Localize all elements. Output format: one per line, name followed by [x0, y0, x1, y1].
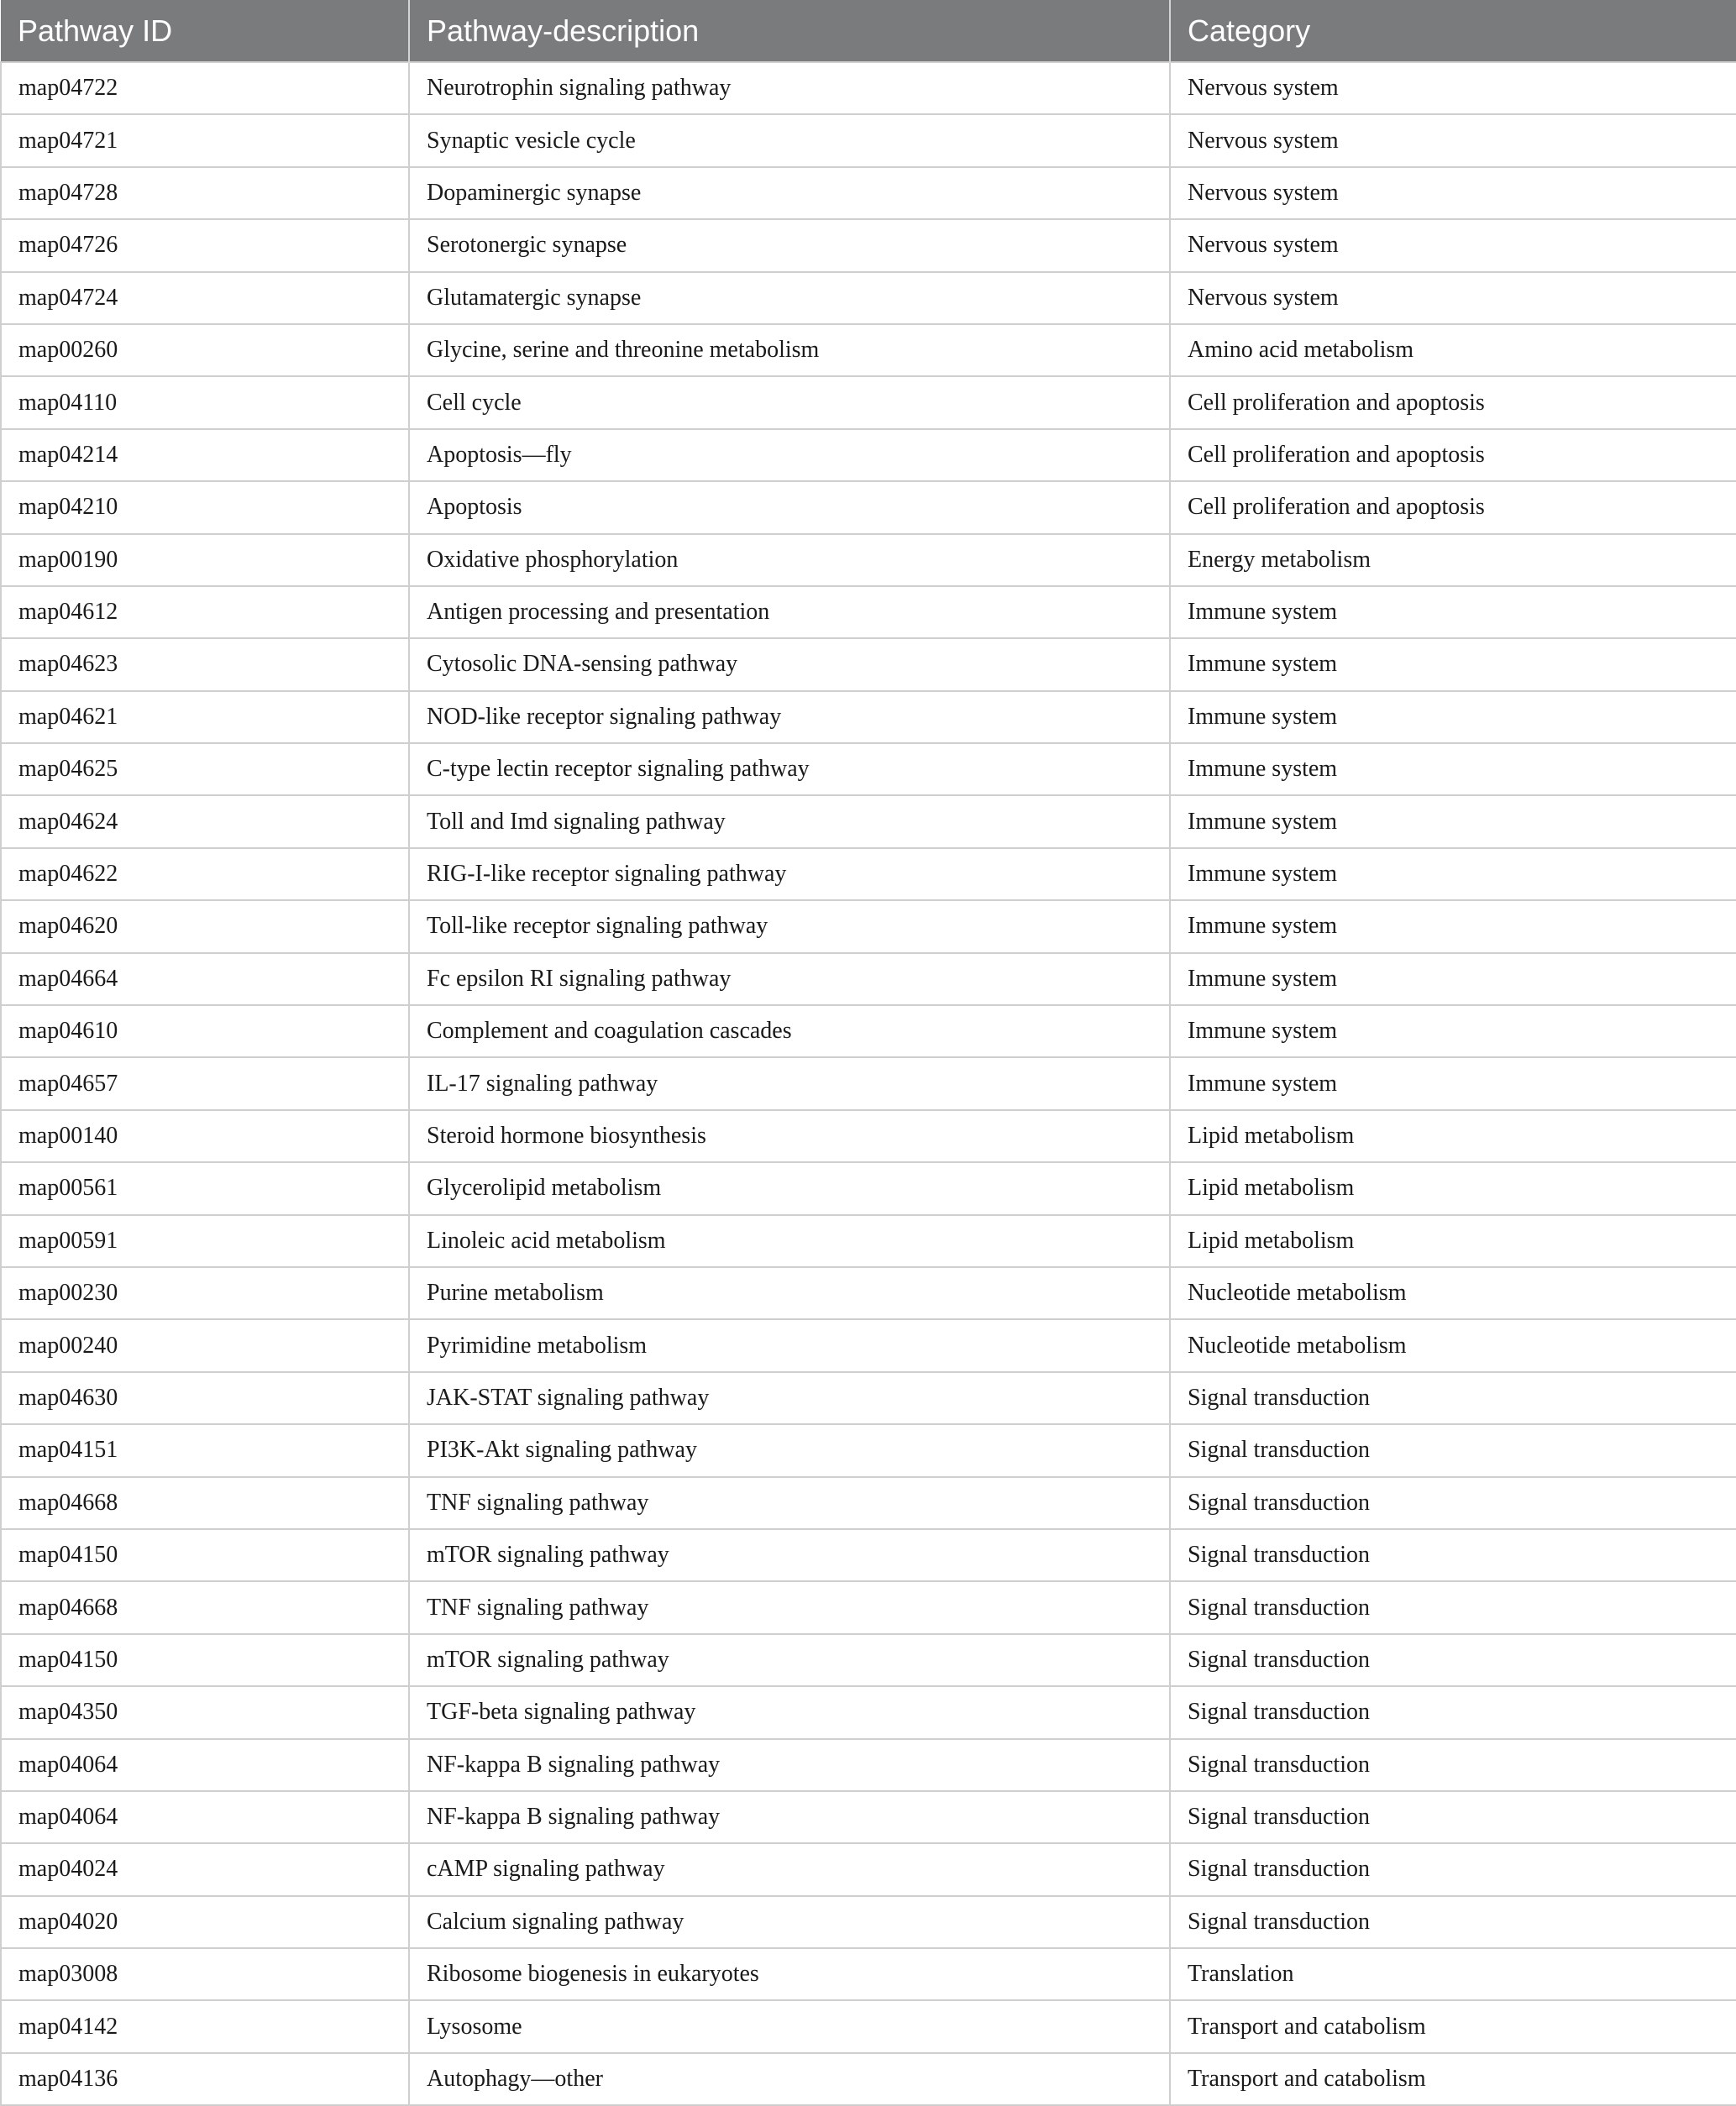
pathway-description-cell: Apoptosis: [409, 481, 1170, 533]
table-row: [1, 2053, 1736, 2105]
pathway-id-cell: map04020: [1, 1896, 409, 1948]
category-cell: Nervous system: [1170, 114, 1736, 166]
pathway-description-cell: Pyrimidine metabolism: [409, 1319, 1170, 1371]
pathway-id-cell: map04151: [1, 1424, 409, 1476]
table-row: [1, 1791, 1736, 1843]
pathway-id-cell: map04724: [1, 272, 409, 324]
table-row: [1, 1529, 1736, 1581]
pathway-description-cell: Lysosome: [409, 2000, 1170, 2052]
category-cell: Immune system: [1170, 848, 1736, 900]
table-row: [1, 1005, 1736, 1057]
table-row: [1, 429, 1736, 481]
table-row: [1, 1843, 1736, 1895]
pathway-description-cell: Purine metabolism: [409, 1267, 1170, 1319]
pathway-id-cell: map04625: [1, 743, 409, 795]
category-cell: Nervous system: [1170, 167, 1736, 219]
pathway-id-cell: map04622: [1, 848, 409, 900]
pathway-id-cell: map04064: [1, 1739, 409, 1791]
category-cell: Lipid metabolism: [1170, 1162, 1736, 1214]
pathway-description-cell: NOD-like receptor signaling pathway: [409, 691, 1170, 743]
pathway-id-cell: map04721: [1, 114, 409, 166]
pathway-description-cell: Calcium signaling pathway: [409, 1896, 1170, 1948]
table-row: [1, 534, 1736, 586]
table-row: [1, 1215, 1736, 1267]
pathway-id-cell: map00260: [1, 324, 409, 376]
category-cell: Signal transduction: [1170, 1424, 1736, 1476]
category-cell: Signal transduction: [1170, 1791, 1736, 1843]
pathway-description-cell: TNF signaling pathway: [409, 1581, 1170, 1633]
category-cell: Signal transduction: [1170, 1896, 1736, 1948]
table-row: [1, 900, 1736, 952]
pathway-description-cell: Dopaminergic synapse: [409, 167, 1170, 219]
pathway-description-cell: NF-kappa B signaling pathway: [409, 1739, 1170, 1791]
category-cell: Signal transduction: [1170, 1634, 1736, 1686]
pathway-id-cell: map04657: [1, 1057, 409, 1109]
pathway-id-cell: map04668: [1, 1581, 409, 1633]
category-cell: Immune system: [1170, 795, 1736, 847]
pathway-description-cell: Glycerolipid metabolism: [409, 1162, 1170, 1214]
pathway-description-cell: PI3K-Akt signaling pathway: [409, 1424, 1170, 1476]
table-row: [1, 795, 1736, 847]
table-row: [1, 1948, 1736, 2000]
category-cell: Immune system: [1170, 1005, 1736, 1057]
pathway-description-cell: Linoleic acid metabolism: [409, 1215, 1170, 1267]
table-row: [1, 62, 1736, 114]
table-row: [1, 586, 1736, 638]
pathway-id-cell: map04728: [1, 167, 409, 219]
table-row: [1, 1372, 1736, 1424]
pathway-description-cell: Oxidative phosphorylation: [409, 534, 1170, 586]
pathway-description-cell: mTOR signaling pathway: [409, 1634, 1170, 1686]
category-cell: Signal transduction: [1170, 1686, 1736, 1738]
column-header-pathway-description: Pathway-description: [409, 0, 1170, 62]
table-row: [1, 1581, 1736, 1633]
pathway-description-cell: Cell cycle: [409, 376, 1170, 428]
table-row: [1, 638, 1736, 690]
category-cell: Amino acid metabolism: [1170, 324, 1736, 376]
pathway-id-cell: map04350: [1, 1686, 409, 1738]
category-cell: Nervous system: [1170, 219, 1736, 271]
category-cell: Immune system: [1170, 1057, 1736, 1109]
pathway-id-cell: map04136: [1, 2053, 409, 2105]
pathway-description-cell: Glutamatergic synapse: [409, 272, 1170, 324]
table-row: [1, 219, 1736, 271]
pathway-id-cell: map04024: [1, 1843, 409, 1895]
table-row: [1, 481, 1736, 533]
table-row: [1, 1162, 1736, 1214]
category-cell: Immune system: [1170, 638, 1736, 690]
category-cell: Translation: [1170, 1948, 1736, 2000]
pathway-description-cell: Ribosome biogenesis in eukaryotes: [409, 1948, 1170, 2000]
pathway-description-cell: C-type lectin receptor signaling pathway: [409, 743, 1170, 795]
pathway-id-cell: map04064: [1, 1791, 409, 1843]
category-cell: Transport and catabolism: [1170, 2000, 1736, 2052]
category-cell: Lipid metabolism: [1170, 1110, 1736, 1162]
table-body: [1, 62, 1736, 2105]
category-cell: Signal transduction: [1170, 1843, 1736, 1895]
pathway-description-cell: RIG-I-like receptor signaling pathway: [409, 848, 1170, 900]
table-row: [1, 376, 1736, 428]
table-row: [1, 1634, 1736, 1686]
pathway-description-cell: Fc epsilon RI signaling pathway: [409, 953, 1170, 1005]
pathway-description-cell: Neurotrophin signaling pathway: [409, 62, 1170, 114]
category-cell: Lipid metabolism: [1170, 1215, 1736, 1267]
pathway-description-cell: TGF-beta signaling pathway: [409, 1686, 1170, 1738]
category-cell: Transport and catabolism: [1170, 2053, 1736, 2105]
column-header-pathway-id: Pathway ID: [1, 0, 409, 62]
category-cell: Nervous system: [1170, 272, 1736, 324]
table-row: [1, 1739, 1736, 1791]
table-row: [1, 743, 1736, 795]
table-row: [1, 1110, 1736, 1162]
category-cell: Signal transduction: [1170, 1372, 1736, 1424]
pathway-id-cell: map04142: [1, 2000, 409, 2052]
table-row: [1, 2000, 1736, 2052]
table-row: [1, 848, 1736, 900]
category-cell: Cell proliferation and apoptosis: [1170, 429, 1736, 481]
category-cell: Signal transduction: [1170, 1739, 1736, 1791]
category-cell: Energy metabolism: [1170, 534, 1736, 586]
pathway-description-cell: Serotonergic synapse: [409, 219, 1170, 271]
pathway-id-cell: map04620: [1, 900, 409, 952]
pathway-id-cell: map04210: [1, 481, 409, 533]
pathway-description-cell: Steroid hormone biosynthesis: [409, 1110, 1170, 1162]
pathway-id-cell: map00190: [1, 534, 409, 586]
category-cell: Signal transduction: [1170, 1581, 1736, 1633]
table-row: [1, 1477, 1736, 1529]
table-header: [1, 0, 1736, 62]
table-row: [1, 167, 1736, 219]
category-cell: Immune system: [1170, 691, 1736, 743]
pathway-id-cell: map04150: [1, 1634, 409, 1686]
category-cell: Nucleotide metabolism: [1170, 1267, 1736, 1319]
pathway-id-cell: map00591: [1, 1215, 409, 1267]
pathway-description-cell: Synaptic vesicle cycle: [409, 114, 1170, 166]
pathway-description-cell: Toll-like receptor signaling pathway: [409, 900, 1170, 952]
pathway-id-cell: map00561: [1, 1162, 409, 1214]
pathway-description-cell: Autophagy—other: [409, 2053, 1170, 2105]
category-cell: Immune system: [1170, 743, 1736, 795]
pathway-id-cell: map04624: [1, 795, 409, 847]
category-cell: Nucleotide metabolism: [1170, 1319, 1736, 1371]
pathway-id-cell: map00140: [1, 1110, 409, 1162]
table-row: [1, 1686, 1736, 1738]
pathway-id-cell: map04612: [1, 586, 409, 638]
pathway-description-cell: IL-17 signaling pathway: [409, 1057, 1170, 1109]
column-header-category: Category: [1170, 0, 1736, 62]
table-row: [1, 1319, 1736, 1371]
pathway-description-cell: Cytosolic DNA-sensing pathway: [409, 638, 1170, 690]
table-row: [1, 324, 1736, 376]
pathway-id-cell: map04110: [1, 376, 409, 428]
pathway-id-cell: map04623: [1, 638, 409, 690]
pathway-description-cell: mTOR signaling pathway: [409, 1529, 1170, 1581]
table-row: [1, 1896, 1736, 1948]
pathway-id-cell: map04150: [1, 1529, 409, 1581]
category-cell: Signal transduction: [1170, 1477, 1736, 1529]
pathway-description-cell: NF-kappa B signaling pathway: [409, 1791, 1170, 1843]
pathway-description-cell: cAMP signaling pathway: [409, 1843, 1170, 1895]
category-cell: Immune system: [1170, 900, 1736, 952]
pathway-id-cell: map00240: [1, 1319, 409, 1371]
table-row: [1, 691, 1736, 743]
table-row: [1, 1267, 1736, 1319]
table-row: [1, 272, 1736, 324]
pathway-id-cell: map04664: [1, 953, 409, 1005]
pathway-id-cell: map00230: [1, 1267, 409, 1319]
category-cell: Cell proliferation and apoptosis: [1170, 481, 1736, 533]
pathway-description-cell: Complement and coagulation cascades: [409, 1005, 1170, 1057]
table-row: [1, 1057, 1736, 1109]
table-row: [1, 1424, 1736, 1476]
pathway-description-cell: JAK-STAT signaling pathway: [409, 1372, 1170, 1424]
category-cell: Signal transduction: [1170, 1529, 1736, 1581]
pathway-id-cell: map04214: [1, 429, 409, 481]
category-cell: Immune system: [1170, 953, 1736, 1005]
table-row: [1, 953, 1736, 1005]
category-cell: Cell proliferation and apoptosis: [1170, 376, 1736, 428]
category-cell: Immune system: [1170, 586, 1736, 638]
pathway-description-cell: Glycine, serine and threonine metabolism: [409, 324, 1170, 376]
category-cell: Nervous system: [1170, 62, 1736, 114]
pathway-id-cell: map04630: [1, 1372, 409, 1424]
pathway-description-cell: Toll and Imd signaling pathway: [409, 795, 1170, 847]
pathway-description-cell: Apoptosis—fly: [409, 429, 1170, 481]
table-row: [1, 114, 1736, 166]
pathway-id-cell: map04668: [1, 1477, 409, 1529]
pathway-description-cell: TNF signaling pathway: [409, 1477, 1170, 1529]
pathway-id-cell: map04722: [1, 62, 409, 114]
pathway-id-cell: map04726: [1, 219, 409, 271]
header-row: [1, 0, 1736, 62]
pathway-id-cell: map04610: [1, 1005, 409, 1057]
pathway-description-cell: Antigen processing and presentation: [409, 586, 1170, 638]
pathway-id-cell: map03008: [1, 1948, 409, 2000]
pathway-id-cell: map04621: [1, 691, 409, 743]
